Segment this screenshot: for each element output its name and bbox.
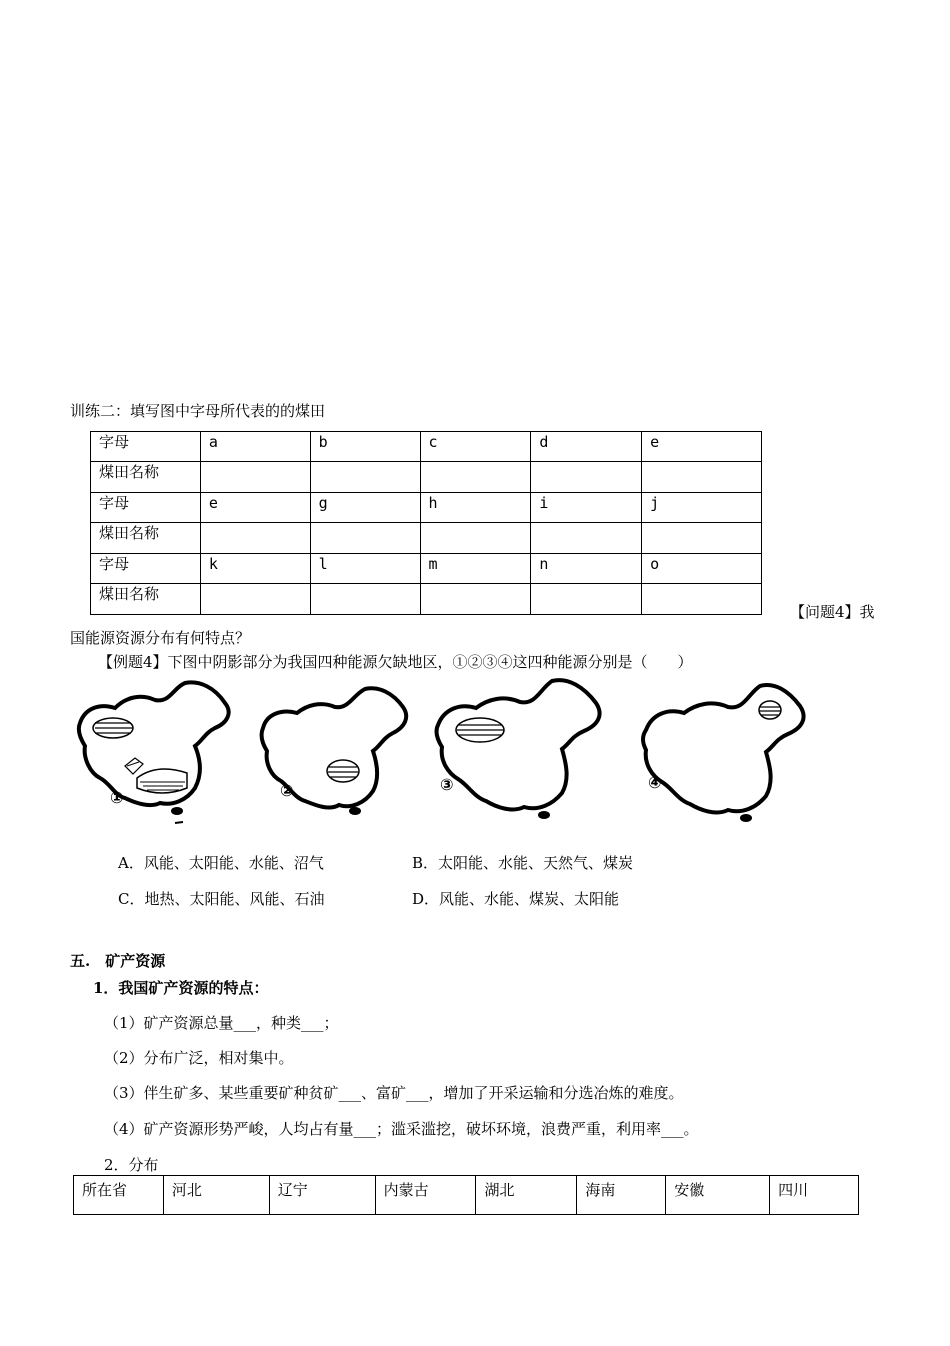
china-map-2 [255,683,415,828]
answer-blank-cell[interactable] [310,523,420,554]
feature-item-1: （1）矿产资源总量___，种类___； [104,1014,339,1032]
china-map-1 [75,678,240,828]
letter-cell: g [310,493,420,523]
map-number-3: ③ [440,775,454,794]
map-number-2: ② [280,781,294,800]
answer-blank-cell[interactable] [531,462,642,493]
letter-cell: h [420,493,531,523]
table-row [91,432,762,462]
table-row [91,554,762,584]
coalfield-table [90,431,762,615]
section5-sub1: 1．我国矿产资源的特点： [93,979,269,997]
province-header-cell: 所在省 [74,1176,164,1215]
province-cell: 四川 [770,1176,859,1215]
answer-blank-cell[interactable] [420,523,531,554]
answer-blank-cell[interactable] [642,462,762,493]
province-cell: 河北 [163,1176,269,1215]
province-cell: 安徽 [666,1176,770,1215]
header-label-cell: 字母 [91,493,201,523]
letter-cell: m [420,554,531,584]
table-row [91,584,762,615]
answer-blank-cell[interactable] [200,523,310,554]
example4-prompt: 【例题4】下图中阴影部分为我国四种能源欠缺地区，①②③④这四种能源分别是（ ） [98,653,693,671]
province-table [73,1175,859,1215]
letter-cell: c [420,432,531,462]
table-row [91,493,762,523]
answer-blank-cell[interactable] [200,584,310,615]
feature-item-3: （3）伴生矿多、某些重要矿种贫矿___、富矿___，增加了开采运输和分选冶炼的难度。 [104,1084,684,1102]
header-label-cell: 字母 [91,432,201,462]
answer-blank-cell[interactable] [310,584,420,615]
letter-cell: i [531,493,642,523]
shaded-region [759,701,781,719]
name-label-cell: 煤田名称 [91,584,201,615]
letter-cell: o [642,554,762,584]
name-label-cell: 煤田名称 [91,523,201,554]
question4-label-part2: 国能源资源分布有何特点？ [70,629,251,647]
answer-blank-cell[interactable] [642,584,762,615]
section5-sub2: 2．分布 [104,1156,159,1174]
map-number-4: ④ [648,773,662,792]
answer-blank-cell[interactable] [200,462,310,493]
letter-cell: a [200,432,310,462]
question4-label-part1: 【问题4】我 [790,603,875,621]
province-cell: 海南 [577,1176,666,1215]
name-label-cell: 煤田名称 [91,462,201,493]
province-cell: 湖北 [476,1176,577,1215]
china-map-3 [432,675,612,830]
answer-blank-cell[interactable] [531,523,642,554]
answer-blank-cell[interactable] [642,523,762,554]
option-b: B．太阳能、水能、天然气、煤炭 [412,854,634,872]
letter-cell: n [531,554,642,584]
letter-cell: e [642,432,762,462]
province-cell: 辽宁 [269,1176,375,1215]
feature-item-4: （4）矿产资源形势严峻，人均占有量___；滥采滥挖，破坏环境，浪费严重，利用率___。 [104,1120,699,1138]
letter-cell: j [642,493,762,523]
option-a: A．风能、太阳能、水能、沼气 [118,854,324,872]
letter-cell: l [310,554,420,584]
answer-blank-cell[interactable] [531,584,642,615]
province-cell: 内蒙古 [375,1176,476,1215]
section5-heading: 五. 矿产资源 [70,952,166,970]
feature-item-2: （2）分布广泛，相对集中。 [104,1049,294,1067]
training2-title: 训练二：填写图中字母所代表的的煤田 [70,402,326,420]
answer-blank-cell[interactable] [310,462,420,493]
letter-cell: d [531,432,642,462]
china-map-4 [640,680,812,832]
shaded-region [327,760,359,782]
letter-cell: b [310,432,420,462]
option-d: D．风能、水能、煤炭、太阳能 [412,890,620,908]
answer-blank-cell[interactable] [420,462,531,493]
option-c: C．地热、太阳能、风能、石油 [118,890,325,908]
table-row [91,462,762,493]
answer-blank-cell[interactable] [420,584,531,615]
table-row [91,523,762,554]
header-label-cell: 字母 [91,554,201,584]
letter-cell: e [200,493,310,523]
map-number-1: ① [110,788,124,807]
letter-cell: k [200,554,310,584]
